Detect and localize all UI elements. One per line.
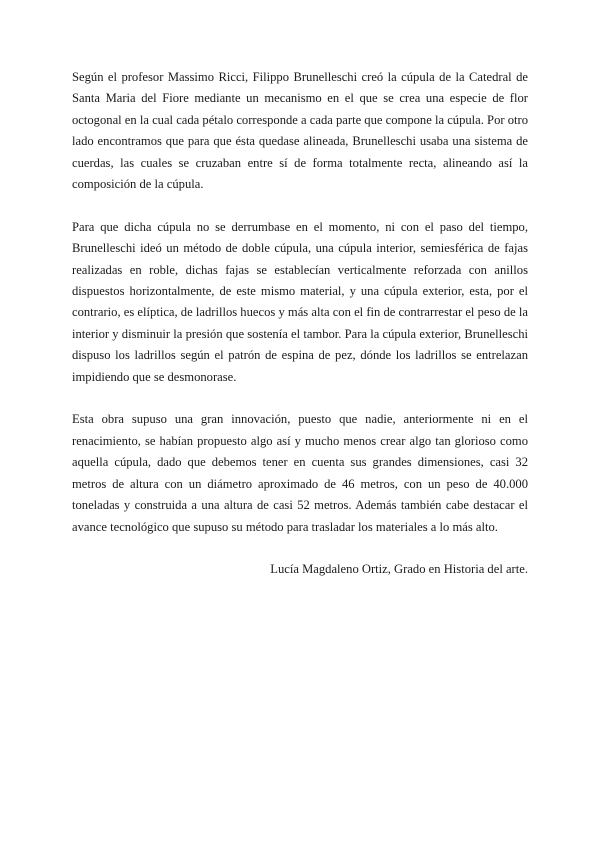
document-body: [72, 67, 528, 581]
paragraph-2: Para que dicha cúpula no se derrumbase en el momento, ni con el paso del tiempo, Brunelleschi ideó un método de doble cúpula, una cúpula interior, semiesférica de fajas realizadas en roble, dichas fajas se establecían verticalmente reforzada con anillos dispuestos horizontalmente, de este mismo material, y una cúpula exterior, esta, por el contrario, es elíptica, de ladrillos huecos y más alta con el fin de contrarrestar el peso de la interior y disminuir la presión que sostenía el tambor. Para la cúpula exterior, Brunelleschi dispuso los ladrillos según el patrón de espina de pez, dónde los ladrillos se entrelazan impidiendo que se desmonorase.: [72, 219, 528, 384]
author-signature: Lucía Magdaleno Ortiz, Grado en Historia del arte.: [270, 562, 528, 577]
paragraph-3: Esta obra supuso una gran innovación, puesto que nadie, anteriormente ni en el renacimiento, se habían propuesto algo así y mucho menos crear algo tan glorioso como aquella cúpula, dado que debemos tener en cuenta sus grandes dimensiones, casi 32 metros de altura con un diámetro aproximado de 46 metros, con un peso de 40.000 toneladas y construida a una altura de casi 52 metros. Además también cabe destacar el avance tecnológico que supuso su método para trasladar los materiales a lo más alto.: [72, 412, 528, 534]
paragraph-1: Según el profesor Massimo Ricci, Filippo Brunelleschi creó la cúpula de la Catedral de Santa Maria del Fiore mediante un mecanismo en el que se crea una especie de flor octogonal en la cual cada pétalo corresponde a cada parte que compone la cúpula. Por otro lado encontramos que para que ésta quedase alineada, Brunelleschi usaba una sistema de cuerdas, las cuales se cruzaban entre sí de forma totalmente recta, alineando así la composición de la cúpula.: [72, 70, 528, 192]
